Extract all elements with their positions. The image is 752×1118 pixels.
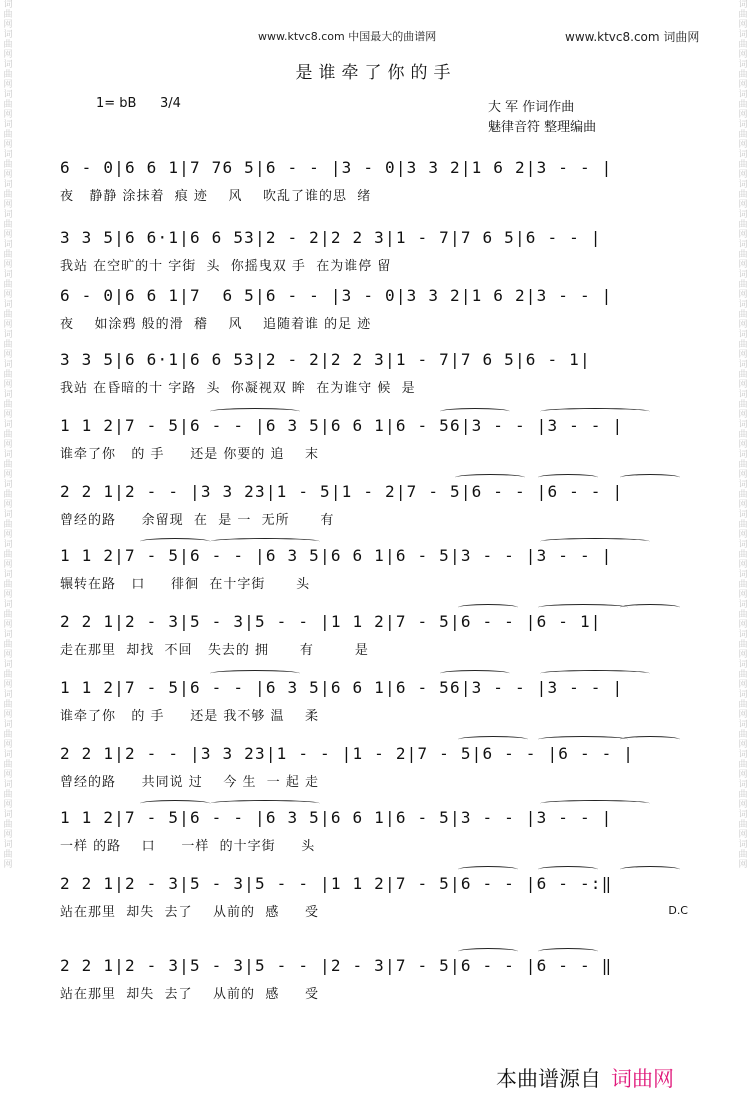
slur-mark xyxy=(540,800,650,807)
slur-mark xyxy=(440,408,510,415)
lyric-line: 谁牵了你 的 手 还是 我不够 温 柔 xyxy=(60,709,319,724)
slur-mark xyxy=(140,538,210,545)
slur-mark xyxy=(620,866,680,873)
notation-line: 3 3 5|6 6·1|6 6 53|2 - 2|2 2 3|1 - 7|7 6 5|6 - 1| xyxy=(60,350,591,369)
notation-line: 3 3 5|6 6·1|6 6 53|2 - 2|2 2 3|1 - 7|7 6 5|6 - - | xyxy=(60,228,602,247)
lyric-line: 站在那里 却失 去了 从前的 感 受 xyxy=(60,987,319,1002)
slur-mark xyxy=(210,538,320,545)
dc-marking: D.C xyxy=(668,904,688,917)
slur-mark xyxy=(538,948,598,955)
footer-text: 本曲谱源自 xyxy=(496,1067,601,1091)
lyric-line: 曾经的路 余留现 在 是 一 无所 有 xyxy=(60,513,335,528)
slur-mark xyxy=(620,604,680,611)
slur-mark xyxy=(538,866,598,873)
footer-brand-link[interactable]: 词曲网 xyxy=(611,1067,674,1091)
slur-mark xyxy=(440,670,510,677)
slur-mark xyxy=(540,408,650,415)
slur-mark xyxy=(210,670,300,677)
lyric-line: 谁牵了你 的 手 还是 你要的 追 末 xyxy=(60,447,319,462)
notation-line: 2 2 1|2 - 3|5 - 3|5 - - |1 1 2|7 - 5|6 - - |6 - -:‖ xyxy=(60,874,613,893)
lyric-line: 走在那里 却找 不回 失去的 拥 有 是 xyxy=(60,643,369,658)
notation-line: 2 2 1|2 - 3|5 - 3|5 - - |2 - 3|7 - 5|6 - - |6 - - ‖ xyxy=(60,956,613,975)
lyric-line: 曾经的路 共同说 过 今 生 一 起 走 xyxy=(60,775,319,790)
slur-mark xyxy=(210,408,300,415)
slur-mark xyxy=(620,474,680,481)
lyric-line: 辗转在路 口 徘徊 在十字街 头 xyxy=(60,577,311,592)
lyric-line: 我站 在空旷的十 字街 头 你摇曳双 手 在为谁停 留 xyxy=(60,259,392,274)
song-title: 是谁牵了你的手 xyxy=(295,63,457,83)
slur-mark xyxy=(458,948,518,955)
notation-line: 1 1 2|7 - 5|6 - - |6 3 5|6 6 1|6 - 56|3 - - |3 - - | xyxy=(60,678,624,697)
watermark-right: 词 曲 网 词 曲 网 词 曲 网 词 曲 网 词 曲 网 词 曲 网 词 曲 网 词 曲 网 词 曲 网 词 曲 网 词 曲 网 词 曲 网 词 曲 网 词 曲 网 词 曲 网 词 曲 网 词 曲 网 词 曲 网 词 曲 网 词 曲 网 词 曲 网 词 曲 网 词 曲 网 词 曲 网 词 曲 网 词 曲 网 词 曲 网 词 曲 网 词 曲 网 xyxy=(738,0,748,870)
slur-mark xyxy=(458,736,528,743)
lyric-line: 站在那里 却失 去了 从前的 感 受 xyxy=(60,905,319,920)
notation-line: 2 2 1|2 - - |3 3 23|1 - 5|1 - 2|7 - 5|6 - - |6 - - | xyxy=(60,482,624,501)
lyric-line: 夜 如涂鸦 般的滑 稽 风 追随着谁 的足 迹 xyxy=(60,317,372,332)
slur-mark xyxy=(538,604,628,611)
notation-line: 1 1 2|7 - 5|6 - - |6 3 5|6 6 1|6 - 5|3 - - |3 - - | xyxy=(60,546,613,565)
slur-mark xyxy=(620,736,680,743)
notation-line: 2 2 1|2 - 3|5 - 3|5 - - |1 1 2|7 - 5|6 - - |6 - 1| xyxy=(60,612,602,631)
notation-line: 1 1 2|7 - 5|6 - - |6 3 5|6 6 1|6 - 5|3 - - |3 - - | xyxy=(60,808,613,827)
slur-mark xyxy=(140,800,210,807)
notation-line: 6 - 0|6 6 1|7 6 5|6 - - |3 - 0|3 3 2|1 6 2|3 - - | xyxy=(60,286,613,305)
lyric-line: 夜 静静 涂抹着 痕 迹 风 吹乱了谁的思 绪 xyxy=(60,189,372,204)
slur-mark xyxy=(458,604,518,611)
notation-line: 1 1 2|7 - 5|6 - - |6 3 5|6 6 1|6 - 56|3 - - |3 - - | xyxy=(60,416,624,435)
watermark-left: 词 曲 网 词 曲 网 词 曲 网 词 曲 网 词 曲 网 词 曲 网 词 曲 网 词 曲 网 词 曲 网 词 曲 网 词 曲 网 词 曲 网 词 曲 网 词 曲 网 词 曲 网 词 曲 网 词 曲 网 词 曲 网 词 曲 网 词 曲 网 词 曲 网 词 曲 网 词 曲 网 词 曲 网 词 曲 网 词 曲 网 词 曲 网 词 曲 网 词 曲 网 xyxy=(3,0,13,870)
arranger-credit: 魅律音符 整理编曲 xyxy=(488,120,597,135)
lyric-line: 我站 在昏暗的十 字路 头 你凝视双 眸 在为谁守 候 是 xyxy=(60,381,416,396)
slur-mark xyxy=(458,866,518,873)
site-header-large[interactable]: www.ktvc8.com 词曲网 xyxy=(565,30,700,44)
slur-mark xyxy=(538,736,628,743)
lyric-line: 一样 的路 口 一样 的十字街 头 xyxy=(60,839,316,854)
source-footer xyxy=(496,1063,674,1093)
slur-mark xyxy=(540,670,650,677)
time-signature: 3/4 xyxy=(160,96,181,111)
slur-mark xyxy=(538,474,598,481)
slur-mark xyxy=(210,800,320,807)
site-header-small[interactable]: www.ktvc8.com 中国最大的曲谱网 xyxy=(258,30,437,43)
notation-line: 2 2 1|2 - - |3 3 23|1 - - |1 - 2|7 - 5|6 - - |6 - - | xyxy=(60,744,635,763)
slur-mark xyxy=(455,474,525,481)
slur-mark xyxy=(540,538,650,545)
notation-line: 6 - 0|6 6 1|7 76 5|6 - - |3 - 0|3 3 2|1 6 2|3 - - | xyxy=(60,158,613,177)
key-signature: 1= bB xyxy=(96,96,137,111)
composer-credit: 大 军 作词作曲 xyxy=(488,100,575,115)
